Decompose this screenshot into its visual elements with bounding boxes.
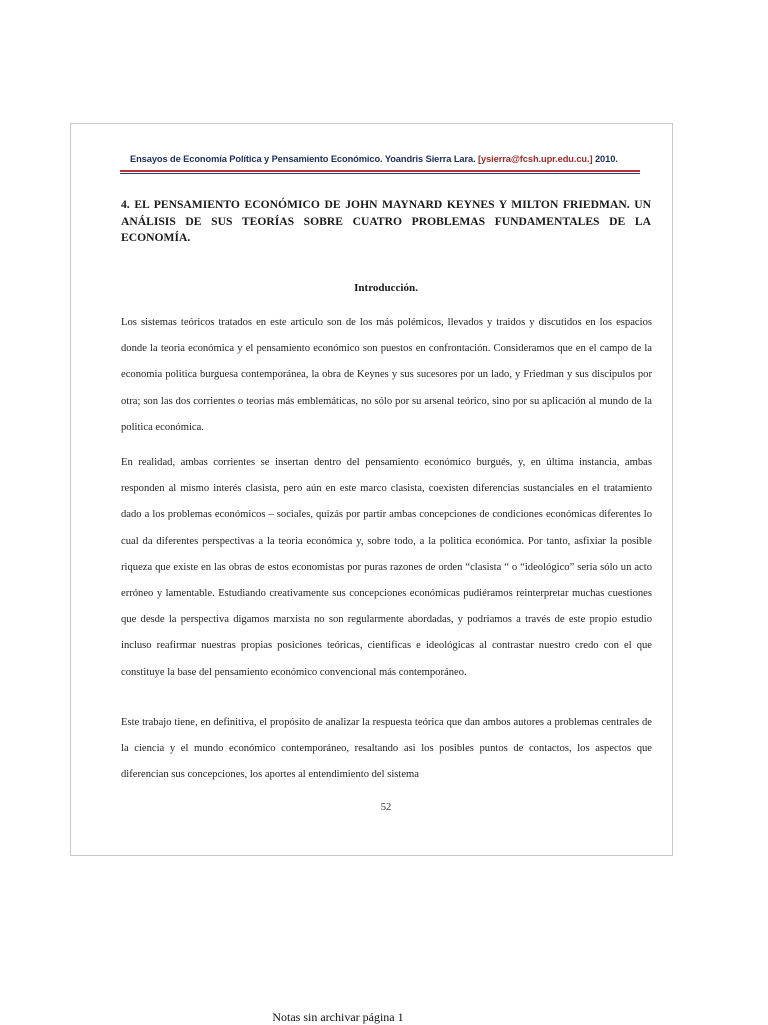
header-year: 2010. xyxy=(594,154,618,164)
running-header xyxy=(130,154,642,164)
header-rule-red xyxy=(120,170,640,172)
body-paragraph-2: En realidad, ambas corrientes se insertan dentro del pensamiento económico burgués, y, en última instancia, ambas responden al mismo interés clasista, pero aún en este marco clasista, coexisten diferencias sustanciales en el tratamiento dado a los problemas económicos – sociales, quizás por partir ambas concepciones de condiciones económicas diferentes lo cual da diferentes perspectivas a la teoria económica y, sobre todo, a la politica económica. Por tanto, asfixiar la posible riqueza que existe en las obras de estos economistas por puras razones de orden “clasista “ o “ideológico” seria sólo un acto erróneo y lamentable. Estudiando creativamente sus concepciones económicas pudiéramos reinterpretar muchas cuestiones que desde la perspectiva digamos marxista no son regularmente abordadas, y podriamos a través de este propio estudio incluso reafirmar nuestras propias posiciones teóricas, cientificas e ideológicas al contrastar nuestro credo con el que constituye la base del pensamiento económico convencional más contemporáneo. xyxy=(121,457,652,678)
page-number: 52 xyxy=(380,802,392,813)
section-heading: Introducción. xyxy=(354,282,418,294)
running-header-text: Ensayos de Economía Política y Pensamiento Económico. Yoandris Sierra Lara. xyxy=(130,154,476,164)
chapter-title: 4. EL PENSAMIENTO ECONÓMICO DE JOHN MAYNARD KEYNES Y MILTON FRIEDMAN. UN ANÁLISIS DE SUS TEORÍAS SOBRE CUATRO PROBLEMAS FUNDAMENTALES DE LA ECONOMÍA. xyxy=(121,198,651,244)
footer-note: Notas sin archivar página 1 xyxy=(272,1010,404,1024)
body-paragraph-3: Este trabajo tiene, en definitiva, el propósito de analizar la respuesta teórica que dan ambos autores a problemas centrales de la ciencia y el mundo económico contemporáneo, resaltando asi los posibles puntos de contactos, los aspectos que diferencian sus concepciones, los aportes al entendimiento del sistema xyxy=(121,717,652,781)
author-email: [ysierra@fcsh.upr.edu.cu.] xyxy=(478,154,593,164)
body-paragraph-1: Los sistemas teóricos tratados en este articulo son de los más polémicos, llevados y traidos y discutidos en los espacios donde la teoria económica y el pensamiento económico son puestos en confrontación. Consideramos que en el campo de la economia politica burguesa contemporánea, la obra de Keynes y sus sucesores por un lado, y Friedman y sus discipulos por otra; son las dos corrientes o teorias más emblemáticas, no sólo por su arsenal teórico, sino por su aplicación al mundo de la politica económica. xyxy=(121,317,652,433)
header-rule-blue xyxy=(120,173,640,174)
